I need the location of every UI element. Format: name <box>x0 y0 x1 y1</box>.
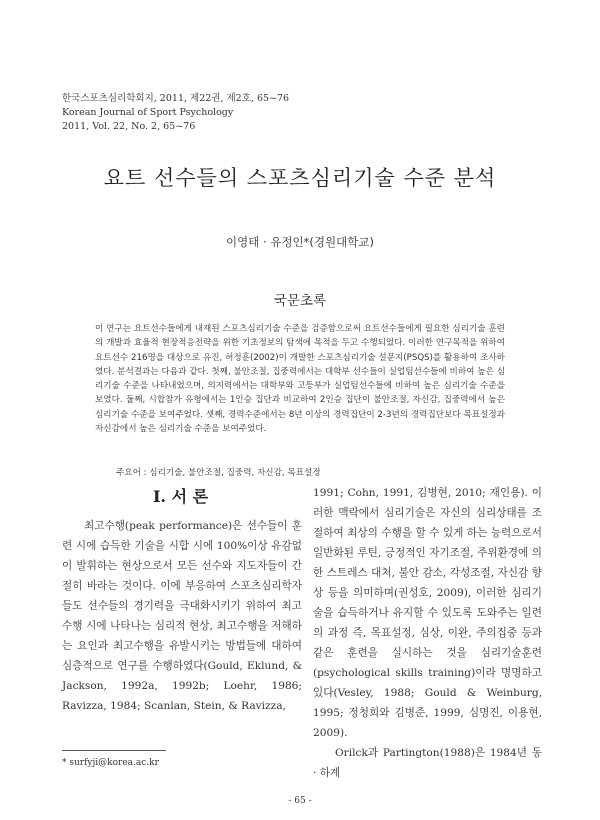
abstract-heading: 국문초록 <box>273 293 327 309</box>
journal-citation-english: 2011, Vol. 22, No. 2, 65~76 <box>62 121 196 132</box>
left-column <box>62 516 302 716</box>
paper-authors: 이영태 · 유정인*(경원대학교) <box>226 235 374 249</box>
intro-paragraph-right-1: 1991; Cohn, 1991, 김병현, 2010; 재인용). 이러한 맥락에서 심리기술은 자신의 심리상태를 조절하여 최상의 수행을 할 수 있게 하는 능력으로서 일반화된 루틴, 긍정적인 자기조절, 주위환경에 의한 스트레스 대처, 불안 감소, 각성조절, 자신감 향상 등을 의미하며(권성호, 2009), 이러한 심리기술을 습득하거나 유지할 수 있도록 도와주는 일련의 과정 즉, 목표설정, 심상, 이완, 주의집중 등과 같은 훈련을 실시하는 것을 심리기술훈련(psychological skills training)이라 명명하고 있다(Vesley, 1988; Gould & Weinburg, 1995; 정청희와 김병준, 1999, 심명진, 이용현, 2009). <box>313 487 542 739</box>
intro-paragraph-right-2: Orilck과 Partington(1988)은 1984년 동 · 하계 <box>313 747 542 779</box>
right-column <box>313 483 542 783</box>
journal-citation-korean: 한국스포츠심리학회지, 2011, 제22권, 제2호, 65~76 <box>62 93 290 104</box>
keywords: 주요어 : 심리기술, 불안조절, 집중력, 자신감, 목표설정 <box>116 468 321 478</box>
page-number: - 65 - <box>288 796 312 806</box>
journal-name-english: Korean Journal of Sport Psychology <box>62 107 234 118</box>
footnote-email: * surfyji@korea.ac.kr <box>62 758 159 768</box>
intro-paragraph-left: 최고수행(peak performance)은 선수들이 훈련 시에 습득한 기술을 시합 시에 100%이상 유감없이 발휘하는 현상으로서 모든 선수와 지도자들이 간절히 바라는 것이다. 이에 부응하여 스포츠심리학자들도 선수들의 경기력을 극대화시키기 위하여 최고수행 시에 나타나는 심리적 현상, 최고수행을 저해하는 요인과 최고수행을 유발시키는 방법들에 대하여 심층적으로 연구를 수행하였다(Gould, Eklund, & Jackson, 1992a, 1992b; Loehr, 1986; Ravizza, 1984; Scanlan, Stein, & Ravizza, <box>62 520 302 712</box>
journal-header <box>62 92 289 134</box>
footnote-divider <box>62 750 166 751</box>
abstract-body: 이 연구는 요트선수들에게 내재된 스포츠심리기술 수준을 검증함으로써 요트선수들에게 필요한 심리기술 훈련의 개발과 효율적 현장적응전략을 위한 기초정보의 탐색에 목적을 두고 수행되었다. 이러한 연구목적을 위하여 요트선수 216명을 대상으로 유진, 허정훈(2002)이 개발한 스포츠심리기술 설문지(PSQS)를 활용하여 조사하였다. 분석결과는 다음과 같다. 첫째, 불안조절, 집중력에서는 대학부 선수들이 실업팀선수들에 비하여 높은 심리기술 수준을 나타내었으며, 의지력에서는 대학부와 고등부가 실업팀선수들에 비하여 높은 심리기술 수준을 보였다. 둘째, 시합참가 유형에서는 1인승 집단과 비교하여 2인승 집단이 불안조절, 자신감, 집중력에서 높은 심리기술 수준을 보여주었다. 셋째, 경력수준에서는 8년 이상의 경력집단이 2-3년의 경력집단보다 목표설정과 자신감에서 높은 심리기술 수준을 보여주었다. <box>95 324 505 435</box>
section-heading: I. 서 론 <box>152 487 209 506</box>
paper-title: 요트 선수들의 스포츠심리기술 수준 분석 <box>103 166 497 190</box>
